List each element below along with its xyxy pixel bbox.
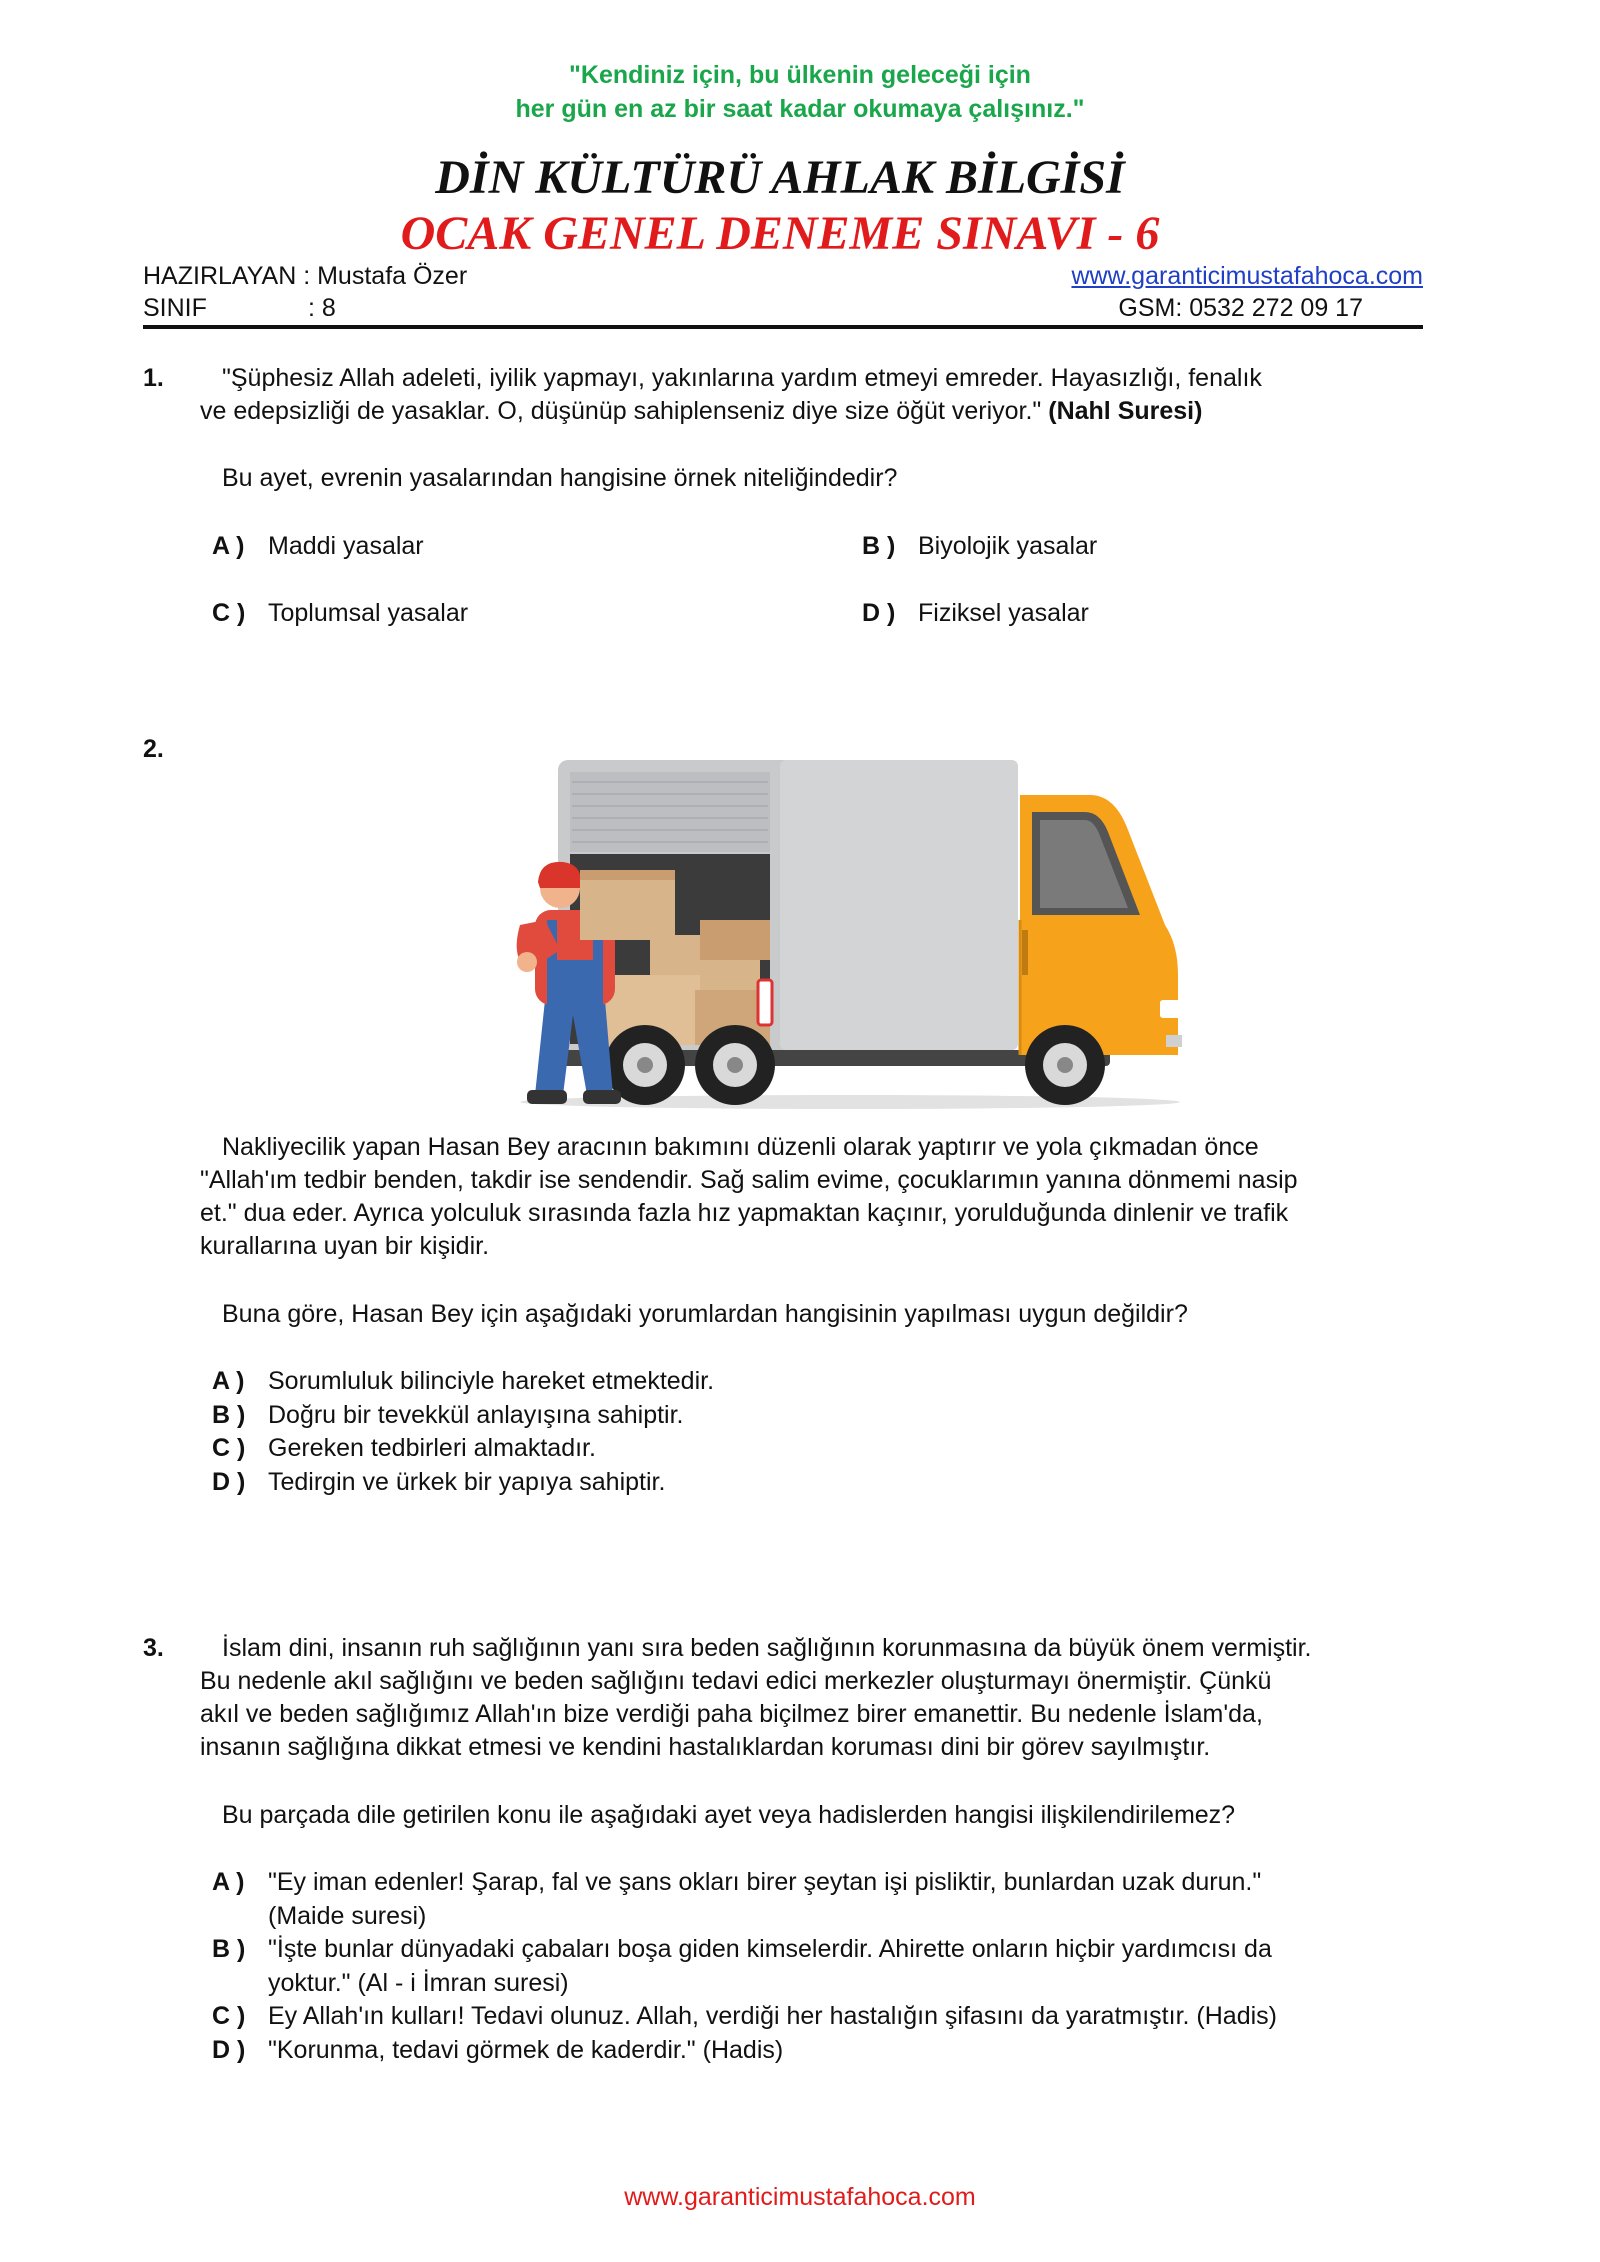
question-2-options	[212, 1365, 1422, 1499]
option-d[interactable]: D ) Fiziksel yasalar	[862, 599, 1089, 627]
header-row-2	[143, 294, 1423, 323]
source-reference: (Nahl Suresi)	[1048, 397, 1203, 425]
option-d[interactable]: D ) Tedirgin ve ürkek bir yapıya sahiptir.	[212, 1467, 666, 1496]
question-text-line-2: ve edepsizliği de yasaklar. O, düşünüp sahiplenseniz diye size öğüt veriyor." (Nahl Suresi)	[200, 397, 1203, 425]
question-3-options	[212, 1866, 1422, 2067]
option-c[interactable]: C ) Gereken tedbirleri almaktadır.	[212, 1434, 596, 1462]
option-a[interactable]: A ) "Ey iman edenler! Şarap, fal ve şans okları birer şeytan işi pisliktir, bunlardan uzak durun." (Maide suresi)	[212, 1868, 1262, 1930]
question-text-line-3: akıl ve beden sağlığımız Allah'ın bize verdiği paha biçilmez birer emanettir. Bu nedenle İslam'da,	[200, 1700, 1263, 1728]
question-text-line-1: İslam dini, insanın ruh sağlığının yanı sıra beden sağlığının korunmasına da büyük önem vermiştir.	[222, 1634, 1312, 1662]
option-a[interactable]: A ) Maddi yasalar	[212, 532, 424, 560]
option-a[interactable]: A ) Sorumluluk bilinciyle hareket etmektedir.	[212, 1367, 715, 1395]
passage-line-2: "Allah'ım tedbir benden, takdir ise sendendir. Sağ salim evime, çocuklarımın yanına dönmemi nasip	[200, 1166, 1298, 1194]
exam-title: OCAK GENEL DENEME SINAVI - 6	[400, 207, 1160, 260]
question-3	[143, 1632, 1423, 1764]
author-label: HAZIRLAYAN : Mustafa Özer	[143, 262, 468, 290]
question-3-prompt: Bu parçada dile getirilen konu ile aşağıdaki ayet veya hadislerden hangisi ilişkilendirilemez?	[222, 1801, 1236, 1829]
footer-website[interactable]: www.garanticimustafahoca.com	[624, 2183, 976, 2211]
question-text-line-2: Bu nedenle akıl sağlığını ve beden sağlığını tedavi edici merkezler oluşturmayı önermiştir. Çünkü	[200, 1667, 1272, 1695]
option-b[interactable]: B ) Biyolojik yasalar	[862, 532, 1098, 560]
option-b[interactable]: B ) "İşte bunlar dünyadaki çabaları boşa giden kimselerdir. Ahirette onların hiçbir yardımcısı da yoktur." (Al - i İmran suresi)	[212, 1935, 1272, 1997]
class-value: : 8	[308, 294, 336, 322]
passage-line-1: Nakliyecilik yapan Hasan Bey aracının bakımını düzenli olarak yaptırır ve yola çıkmadan önce	[222, 1133, 1259, 1161]
question-2-prompt: Buna göre, Hasan Bey için aşağıdaki yorumlardan hangisinin yapılması uygun değildir?	[222, 1300, 1188, 1328]
question-text-line-4: insanın sağlığına dikkat etmesi ve kendini hastalıklardan koruması dini bir görev sayılmıştır.	[200, 1733, 1211, 1761]
option-d[interactable]: D ) "Korunma, tedavi görmek de kaderdir." (Hadis)	[212, 2035, 784, 2064]
header-divider	[143, 325, 1423, 329]
question-number: 1.	[143, 364, 164, 392]
option-b[interactable]: B ) Doğru bir tevekkül anlayışına sahiptir.	[212, 1400, 684, 1429]
class-label: SINIF	[143, 294, 207, 322]
motto-line-1: "Kendiniz için, bu ülkenin geleceği için	[569, 61, 1031, 89]
header-row-1	[143, 262, 1423, 291]
motto-line-2: her gün en az bir saat kadar okumaya çalışınız."	[515, 95, 1085, 123]
delivery-man-illustration	[505, 850, 680, 1115]
question-number: 3.	[143, 1634, 164, 1662]
question-1-prompt: Bu ayet, evrenin yasalarından hangisine örnek niteliğindedir?	[222, 464, 898, 492]
document-title: DİN KÜLTÜRÜ AHLAK BİLGİSİ	[435, 151, 1125, 204]
gsm-number: GSM: 0532 272 09 17	[1118, 294, 1363, 322]
question-number: 2.	[143, 735, 164, 763]
motto	[0, 58, 1600, 126]
question-2-passage	[200, 1131, 1440, 1263]
question-1	[143, 362, 1423, 428]
passage-line-4: kurallarına uyan bir kişidir.	[200, 1232, 490, 1260]
option-c[interactable]: C ) Toplumsal yasalar	[212, 599, 469, 627]
website-link[interactable]: www.garanticimustafahoca.com	[1071, 262, 1423, 290]
question-text-line-1: "Şüphesiz Allah adeleti, iyilik yapmayı, yakınlarına yardım etmeyi emreder. Hayasızlığı, fenalık	[222, 364, 1262, 392]
passage-line-3: et." dua eder. Ayrıca yolculuk sırasında fazla hız yapmaktan kaçınır, yorulduğunda dinlenir ve trafik	[200, 1199, 1289, 1227]
option-c[interactable]: C ) Ey Allah'ın kulları! Tedavi olunuz. Allah, verdiği her hastalığın şifasını da yaratmıştır. (Hadis)	[212, 2002, 1277, 2030]
